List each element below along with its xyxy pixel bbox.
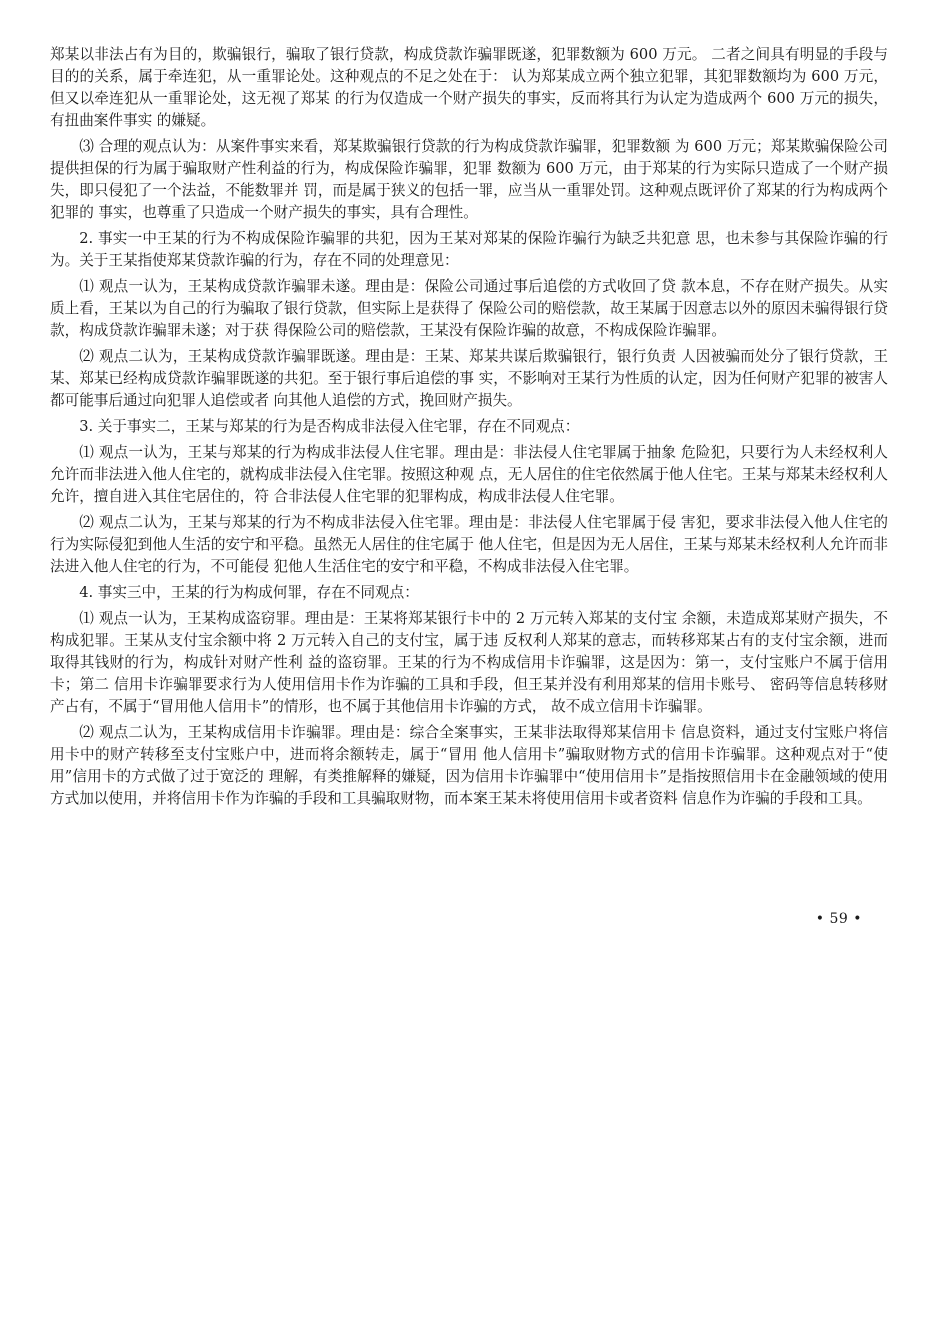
paragraph-fact-two-view-one: ⑴ 观点一认为，王某与郑某的行为构成非法侵人住宅罪。理由是：非法侵人住宅罪属于抽象 危险犯，只要行为人未经权利人允许而非法进入他人住宅的，就构成非法侵入住宅罪。按照这种观 点，无人居住的住宅依然属于他人住宅。王某与郑某未经权利人允许，擅自进入其住宅居住的，符 合非法侵人住宅罪的犯罪构成，构成非法侵人住宅罪。 <box>50 444 888 505</box>
paragraph-fact-one-heading: 2. 事实一中王某的行为不构成保险诈骗罪的共犯，因为王某对郑某的保险诈骗行为缺乏共犯意 思，也未参与其保险诈骗的行为。关于王某指使郑某贷款诈骗的行为，存在不同的处理意见： <box>50 230 888 269</box>
paragraph-continuation: 郑某以非法占有为目的，欺骗银行，骗取了银行贷款，构成贷款诈骗罪既遂，犯罪数额为 600 万元。 二者之间具有明显的手段与目的的关系，属于牵连犯，从一重罪论处。这种观点的不足之处在于： 认为郑某成立两个独立犯罪，其犯罪数额均为 600 万元，但又以牵连犯从一重罪论处，这无视了郑某 的行为仅造成一个财产损失的事实，反而将其行为认定为造成两个 600 万元的损失，有扭曲案件事实 的嫌疑。 <box>50 46 888 129</box>
paragraph-reasonable-view: ⑶ 合理的观点认为：从案件事实来看，郑某欺骗银行贷款的行为构成贷款诈骗罪，犯罪数额 为 600 万元；郑某欺骗保险公司提供担保的行为属于骗取财产性利益的行为，构成保险诈骗罪，犯罪 数额为 600 万元，由于郑某的行为实际只造成了一个财产损失，即只侵犯了一个法益，不能数罪并 罚，而是属于狭义的包括一罪，应当从一重罪处罚。这种观点既评价了郑某的行为构成两个犯罪的 事实，也尊重了只造成一个财产损失的事实，具有合理性。 <box>50 138 888 221</box>
paragraph-fact-one-view-two: ⑵ 观点二认为，王某构成贷款诈骗罪既遂。理由是：王某、郑某共谋后欺骗银行，银行负责 人因被骗而处分了银行贷款，王某、郑某已经构成贷款诈骗罪既遂的共犯。至于银行事后追偿的事 实，不影响对王某行为性质的认定，因为任何财产犯罪的被害人都可能事后通过向犯罪人追偿或者 向其他人追偿的方式，挽回财产损失。 <box>50 348 888 409</box>
paragraph-fact-two-view-two: ⑵ 观点二认为，王某与郑某的行为不构成非法侵入住宅罪。理由是：非法侵人住宅罪属于侵 害犯，要求非法侵入他人住宅的行为实际侵犯到他人生活的安宁和平稳。虽然无人居住的住宅属于 他人住宅，但是因为无人居住，王某与郑某未经权利人允许而非法进入他人住宅的行为，不可能侵 犯他人生活住宅的安宁和平稳，不构成非法侵入住宅罪。 <box>50 514 888 575</box>
paragraph-fact-three-heading: 4. 事实三中，王某的行为构成何罪，存在不同观点： <box>79 584 419 601</box>
paragraph-fact-one-view-one: ⑴ 观点一认为，王某构成贷款诈骗罪未遂。理由是：保险公司通过事后追偿的方式收回了贷 款本息，不存在财产损失。从实质上看，王某以为自己的行为骗取了银行贷款，但实际上是获得了 保险公司的赔偿款，故王某属于因意志以外的原因未骗得银行贷款，构成贷款诈骗罪未遂；对于获 得保险公司的赔偿款，王某没有保险诈骗的故意，不构成保险诈骗罪。 <box>50 278 888 339</box>
page-number: • 59 • <box>815 911 862 927</box>
paragraph-fact-three-view-one: ⑴ 观点一认为，王某构成盗窃罪。理由是：王某将郑某银行卡中的 2 万元转入郑某的支付宝 余额，未造成郑某财产损失，不构成犯罪。王某从支付宝余额中将 2 万元转入自己的支付宝，属于违 反权利人郑某的意志，而转移郑某占有的支付宝余额，进而取得其钱财的行为，构成针对财产性利 益的盗窃罪。王某的行为不构成信用卡诈骗罪，这是因为：第一，支付宝账户不属于信用卡；第二 信用卡诈骗罪要求行为人使用信用卡作为诈骗的工具和手段，但王某并没有利用郑某的信用卡账号、 密码等信息转移财产占有，不属于“冒用他人信用卡”的情形，也不属于其他信用卡诈骗的方式， 故不成立信用卡诈骗罪。 <box>50 610 888 715</box>
paragraph-fact-three-view-two: ⑵ 观点二认为，王某构成信用卡诈骗罪。理由是：综合全案事实，王某非法取得郑某信用卡 信息资料，通过支付宝账户将信用卡中的财产转移至支付宝账户中，进而将余额转走，属于“冒用 他人信用卡”骗取财物方式的信用卡诈骗罪。这种观点对于“使用”信用卡的方式做了过于宽泛的 理解，有类推解释的嫌疑，因为信用卡诈骗罪中“使用信用卡”是指按照信用卡在金融领域的使用 方式加以使用，并将信用卡作为诈骗的手段和工具骗取财物，而本案王某未将使用信用卡或者资料 信息作为诈骗的手段和工具。 <box>50 724 888 807</box>
paragraph-fact-two-heading: 3. 关于事实二，王某与郑某的行为是否构成非法侵入住宅罪，存在不同观点： <box>79 418 580 435</box>
